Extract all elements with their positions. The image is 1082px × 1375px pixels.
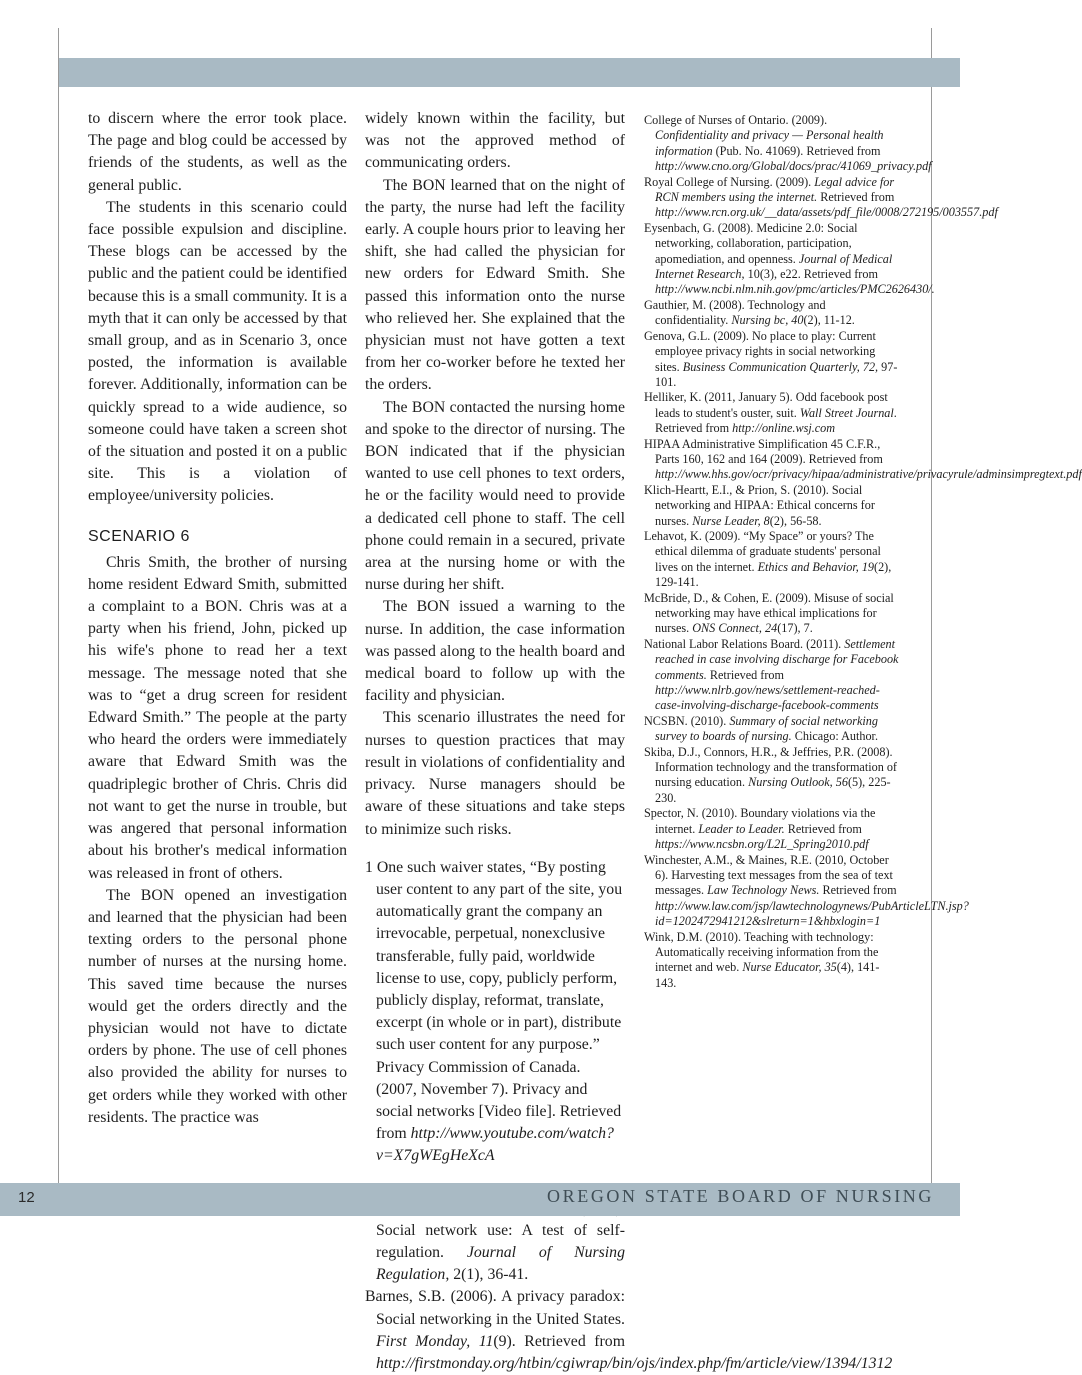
reference-entry [644,745,900,807]
reference-text: 2(1), 36-41. [449,1266,529,1284]
reference-text: HIPAA Administrative Simplification 45 C.F.R., Parts 160, 162 and 164 (2009). Retrieved from [644,436,883,466]
reference-text: College of Nurses of Ontario. (2009). [644,113,828,127]
reference-text: Eysenbach, G. (2008). Medicine 2.0: Social networking, collaboration, participation, apomediation, and openness. [644,220,858,266]
reference-entry [644,930,900,992]
reference-source: Nurse Educator, 35 [742,960,837,975]
reference-url[interactable]: http://firstmonday.org/htbin/cgiwrap/bin/ojs/index.php/fm/article/view/1394/1312 [376,1354,893,1372]
reference-entry [644,298,900,329]
reference-text: McBride, D., & Cohen, E. (2009). Misuse of social networking may have ethical implications for nurses. [644,590,894,636]
reference-source: ONS Connect, 24 [692,621,778,636]
reference-text: Retrieved from [817,190,895,205]
reference-text: Retrieved from [706,667,784,682]
reference-text: Klich-Heartt, E.I., & Prion, S. (2010). Social networking and HIPAA: Ethical concerns for nurses. [644,482,875,528]
reference-text: (2), 56-58. [769,513,822,528]
reference-url[interactable]: http://www.law.com/jsp/lawtechnologynews/PubArticleLTN.jsp?id=1202472941212&slreturn=1&hbxlogin=1 [655,898,969,929]
reference-text: Helliker, K. (2011, January 5). Odd facebook post leads to student's ouster, suit. [644,390,888,420]
reference-source: Wall Street Journal [799,405,894,420]
reference-entry [644,220,935,298]
reference-list-start [365,1198,893,1375]
reference-text: 97-101. [655,359,898,389]
reference-text: Royal College of Nursing. (2009). [644,174,815,189]
reference-entry [644,591,900,637]
reference-entry [644,806,900,852]
reference-url[interactable]: http://www.hhs.gov/ocr/privacy/hipaa/administrative/privacyrule/adminsimpregtext.pdf [655,467,1082,482]
paragraph: widely known within the facility, but was not the approved method of communicating orders. [365,110,625,172]
footnote-url[interactable]: http://www.youtube.com/watch?v=X7gWEgHeXcA [376,1125,614,1165]
paragraph: The BON issued a warning to the nurse. In addition, the case information was passed along to the health board and medical board to follow up with the facility and physician. [365,598,625,705]
paragraph: The BON opened an investigation and learned that the physician had been texting orders to the personal phone number of nurses at the nursing home. This saved time because the nurses would get the orders directly and the physician would not have to dictate orders by phone. The use of cell phones also provided the ability for nurses to get orders while they worked with other residents. The practice was [88,886,347,1126]
footnote [365,857,625,1168]
reference-source: Journal of Medical Internet Research, [655,251,893,282]
reference-source: Legal advice for RCN members using the internet. [655,174,895,205]
reference-text: Spector, N. (2010). Boundary violations via the internet. [644,806,876,836]
header-band [59,58,960,87]
reference-source: Nursing bc, 40 [731,313,804,328]
reference-text: Genova, G.L. (2009). No place to play: Current employee privacy rights in social networking sites. [644,328,876,374]
reference-source: Nursing Outlook, 56 [748,775,848,790]
reference-text: . Retrieved from [655,405,897,436]
reference-entry [644,174,998,221]
reference-text: Winchester, A.M., & Maines, R.E. (2010, October 6). Harvesting text messages from the sea of text messages. [644,852,893,898]
reference-entry [644,329,900,391]
reference-source: Leader to Leader. [698,821,785,836]
reference-text: 10(3), e22. Retrieved from [744,267,878,282]
reference-text: Wink, D.M. (2010). Teaching with technology: Automatically receiving information from the internet and web. [644,929,879,975]
reference-text: (2), 11-12. [803,313,855,328]
reference-url[interactable]: https://www.ncsbn.org/L2L_Spring2010.pdf [655,837,869,852]
paragraph: The BON learned that on the night of the party, the nurse had left the facility early. A couple hours prior to leaving her shift, she had called the physician for new orders for Edward Smith. She passed this information onto the nurse who relieved her. She explained that the physician must not have gotten a text from her co-worker before he texted her the orders. [365,176,625,394]
reference-text: National Labor Relations Board. (2011). [644,636,845,651]
reference-url[interactable]: http://www.ncbi.nlm.nih.gov/pmc/articles/PMC2626430/. [655,282,935,297]
reference-entry [644,529,900,591]
reference-url[interactable]: http://www.nlrb.gov/news/settlement-reached-case-involving-discharge-facebook-comments [655,683,880,713]
reference-source: Business Communication Quarterly, 72, [682,359,879,374]
reference-url[interactable]: http://online.wsj.com [732,421,836,436]
paragraph: Chris Smith, the brother of nursing home resident Edward Smith, submitted a complaint to a BON. Chris was at a party when his friend, John, picked up his wife's phone to read her a text message. The message noted that she was to “get a drug screen for resident Edward Smith.” The people at the party who heard the orders were immediately aware that Edward Smith was the quadriplegic brother of Chris. Chris did not want to get the nurse in trouble, but was angered that personal information about his brother's medical information was released in front of others. [88,553,347,882]
reference-entry [644,113,932,175]
reference-text: (2), 129-141. [655,559,892,590]
reference-entry [644,483,900,529]
reference-source: First Monday, 11 [376,1332,494,1350]
reference-source: Journal of Nursing Regulation, [376,1243,625,1284]
column-1 [88,108,347,1129]
reference-text: (Pub. No. 41069). Retrieved from [712,143,881,158]
column-3 [644,113,1082,991]
reference-entry [644,637,900,714]
reference-text: Social network use: A test of self-regulation. [376,1221,625,1261]
reference-source: Nurse Leader, 8 [692,513,770,528]
paragraph: The students in this scenario could face possible expulsion and discipline. These blogs can be accessed by the public and the patient could be identified because this is a small community. It is a myth that it can only be accessed by that small group, and as in Scenario 3, once posted, the information is available forever. Additionally, information can be quickly spread to a wide audience, so someone could have taken a screen shot of the situation and posted it on a public site. This is a violation of employee/university policies. [88,198,347,505]
reference-entry [644,852,969,930]
reference-source: Ethics and Behavior, 19 [757,559,875,574]
paragraph: This scenario illustrates the need for nurses to question practices that may result in violations of confidentiality and privacy. Nurse managers should be aware of these situations and take steps to minimize such risks. [365,709,625,838]
reference-entry [365,1286,893,1375]
reference-source: Summary of social networking survey to boards of nursing. [655,713,878,744]
section-heading: SCENARIO 6 [88,527,190,545]
reference-text: Retrieved from [784,821,862,836]
reference-url[interactable]: http://www.cno.org/Global/docs/prac/41069_privacy.pdf [655,159,932,174]
reference-text: Lehavot, K. (2009). “My Space” or yours? The ethical dilemma of graduate students' personal lives on the internet. [644,528,881,574]
paragraph: to discern where the error took place. The page and blog could be accessed by friends of the students, as well as the general public. [88,110,347,194]
reference-url[interactable]: http://www.rcn.org.uk/__data/assets/pdf_file/0008/272195/003557.pdf [655,205,998,220]
footnote-text: 1 One such waiver states, “By posting user content to any part of the site, you automatically grant the company an irrevocable, perpetual, nonexclusive transferable, fully paid, worldwide license to use, copy, publicly perform, publicly display, reformat, translate, excerpt (in whole or in part), distribute such user content for any purpose.” Privacy Commission of Canada. (2007, November 7). Privacy and social networks [Video file]. Retrieved from [365,858,623,1143]
reference-text: (5), 225-230. [655,775,891,805]
reference-text: Chicago: Author. [791,729,878,744]
reference-text: Barnes, S.B. (2006). A privacy paradox: Social networking in the United States. [365,1288,625,1328]
page-number: 12 [18,1189,35,1206]
reference-source: Confidentiality and privacy — Personal health information [655,128,884,158]
reference-text: NCSBN. (2010). [644,713,730,728]
reference-text: (4), 141-143. [655,960,880,990]
right-margin-rule [931,28,932,1190]
left-margin-rule [58,28,59,1190]
reference-list-continued [644,113,1082,991]
reference-text: (17), 7. [777,621,813,636]
reference-text: Gauthier, M. (2008). Technology and confidentiality. [644,297,826,328]
reference-source: Law Technology News. [707,883,820,898]
reference-text: (9). Retrieved from [493,1332,625,1350]
reference-source: Settlement reached in case involving discharge for Facebook comments. [655,636,899,682]
reference-text: Retrieved from [819,883,897,898]
reference-entry [644,390,900,436]
journal-title: OREGON STATE BOARD OF NURSING [547,1186,934,1206]
paragraph: The BON contacted the nursing home and spoke to the director of nursing. The BON indicated that if the physician wanted to use cell phones to text orders, he or the facility would need to provide a dedicated cell phone to staff. The cell phone could remain in a secured, private area at the nursing home or with the nurse during her shift. [365,398,625,594]
reference-text: Skiba, D.J., Connors, H.R., & Jeffries, P.R. (2008). Information technology and the transformation of nursing education. [644,744,897,790]
reference-entry [644,714,900,745]
reference-entry [644,436,1082,483]
